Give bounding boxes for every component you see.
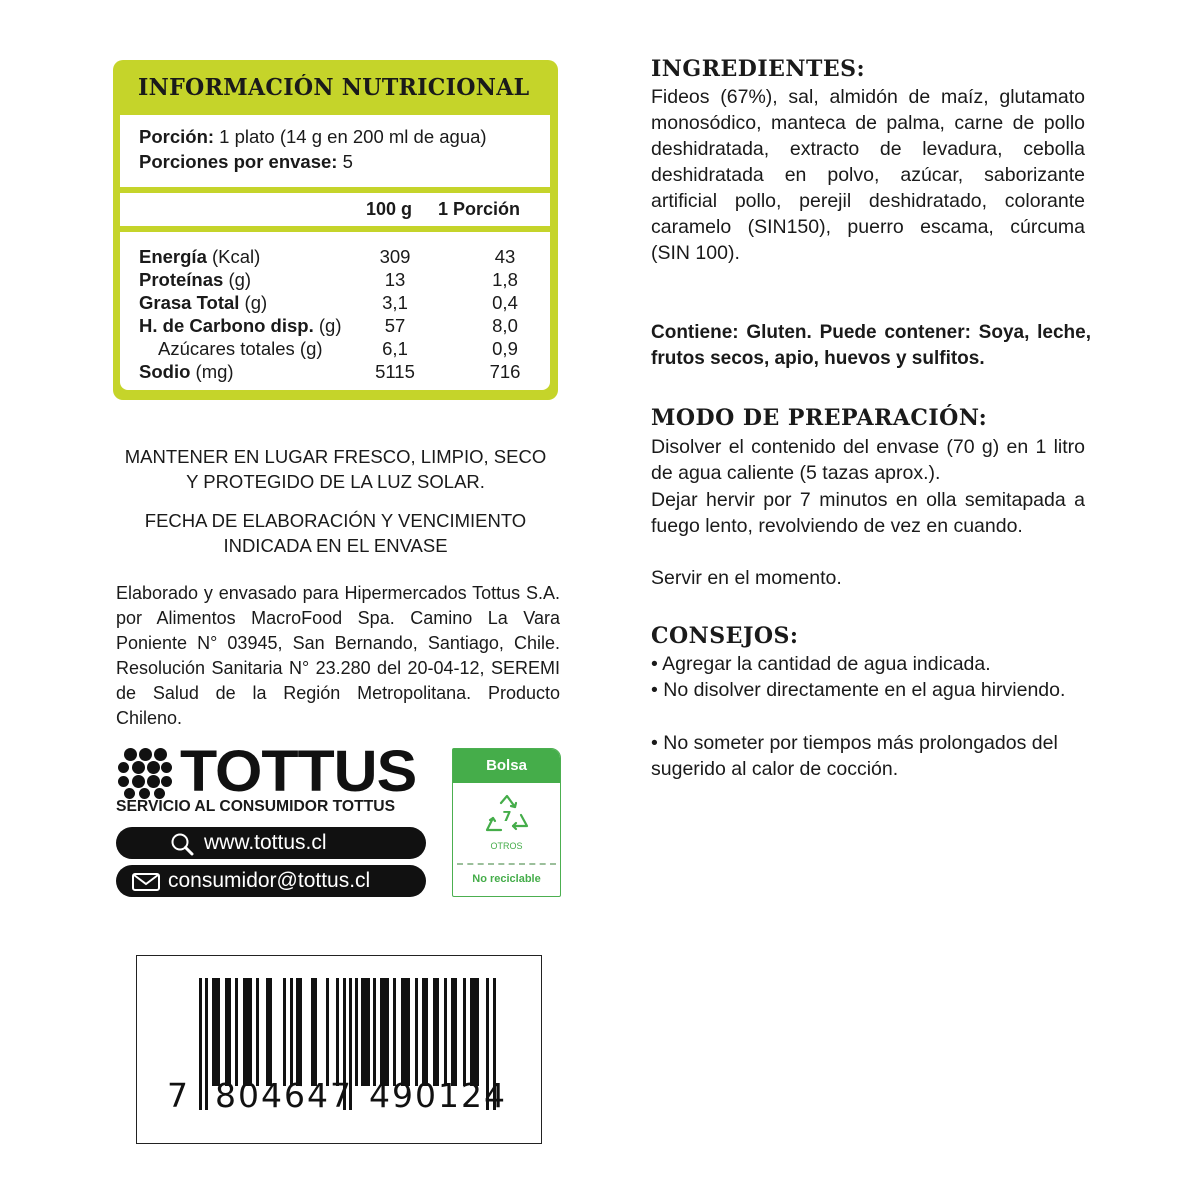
barcode-digits-left: 804647 [215,1076,353,1115]
barcode [136,955,542,1144]
nutrient-row: H. de Carbono disp. (g) 57 8,0 [139,315,518,336]
nutrition-title: INFORMACIÓN NUTRICIONAL [138,74,530,101]
tips-title: CONSEJOS: [651,623,799,649]
servings-line [139,151,353,173]
barcode-digit-first: 7 [167,1076,190,1115]
portion-label: Porción: [139,126,215,147]
preparation-step-3: Servir en el momento. [651,567,842,589]
email-text: consumidor@tottus.cl [168,869,371,892]
storage-instructions: MANTENER EN LUGAR FRESCO, LIMPIO, SECO Y PROTEGIDO DE LA LUZ SOLAR. FECHA DE ELABORACIÓN Y VENCIMIENTO INDICADA EN EL ENVASE [124,446,547,556]
website-link[interactable] [116,827,426,859]
tip-item: • No someter por tiempos más prolongados del sugerido al calor de cocción. [651,732,1058,780]
mail-icon [132,873,160,891]
portion-line [139,126,487,148]
divider [457,863,556,865]
recycling-label [452,748,561,897]
nutrition-panel [113,60,558,400]
servings-value: 5 [337,151,353,172]
tottus-logo-icon [118,748,172,798]
ingredients-text: Fideos (67%), sal, almidón de maíz, glutamato monosódico, manteca de palma, carne de pollo deshidratada, extracto de levadura, cebolla deshidratada en polvo, azúcar, saborizante artificial pollo, perejil deshidratado, colorante caramelo (SIN150), puerro escama, cúrcuma (SIN 100). [651,86,1085,264]
material-label: OTROS [490,841,523,851]
svg-text:7: 7 [502,810,512,825]
recycling-header: Bolsa [453,749,560,783]
brand-logo-text: TOTTUS [180,739,417,804]
nutrient-row: Energía (Kcal) 309 43 [139,246,516,267]
nutrient-row: Grasa Total (g) 3,1 0,4 [139,292,518,313]
tip-item: • No disolver directamente en el agua hirviendo. [651,679,1066,701]
nutrient-row: Sodio (mg) 5115 716 [139,361,521,382]
portion-value: 1 plato (14 g en 200 ml de agua) [214,126,487,147]
nutrient-table [120,232,550,390]
column-100g: 100 g [366,199,413,219]
customer-service-label: SERVICIO AL CONSUMIDOR TOTTUS [116,798,396,815]
preparation-title: MODO DE PREPARACIÓN: [651,405,988,431]
tip-item: • Agregar la cantidad de agua indicada. [651,653,991,675]
email-link[interactable] [116,865,426,897]
preparation-step-1: Disolver el contenido del envase (70 g) en 1 litro de agua caliente (5 tazas aprox.). [651,436,1085,484]
recycling-status: No reciclable [472,873,541,885]
column-portion: 1 Porción [438,199,521,219]
search-icon [170,832,196,856]
recycle-icon [483,793,531,837]
portion-box [120,115,550,187]
column-header-box [120,193,550,226]
nutrient-row: Proteínas (g) 13 1,8 [139,269,518,290]
barcode-digits-right: 490124 [369,1076,507,1115]
manufacturer-info: Elaborado y envasado para Hipermercados Tottus S.A. por Alimentos MacroFood Spa. Camino La Vara Poniente N° 03945, San Bernando, Santiago, Chile. Resolución Sanitaria N° 23.280 del 20-04-12, SEREMI de Salud de la Región Metropolitana. Producto Chileno. [116,583,560,728]
servings-label: Porciones por envase: [139,151,338,172]
ingredients-title: INGREDIENTES: [651,56,866,82]
nutrient-row: Azúcares totales (g) 6,1 0,9 [158,338,518,359]
website-text: www.tottus.cl [204,831,327,854]
allergens-text: Contiene: Gluten. Puede contener: Soya, leche, frutos secos, apio, huevos y sulfitos. [651,322,1091,369]
preparation-step-2: Dejar hervir por 7 minutos en olla semitapada a fuego lento, revolviendo de vez en cuando. [651,489,1085,537]
